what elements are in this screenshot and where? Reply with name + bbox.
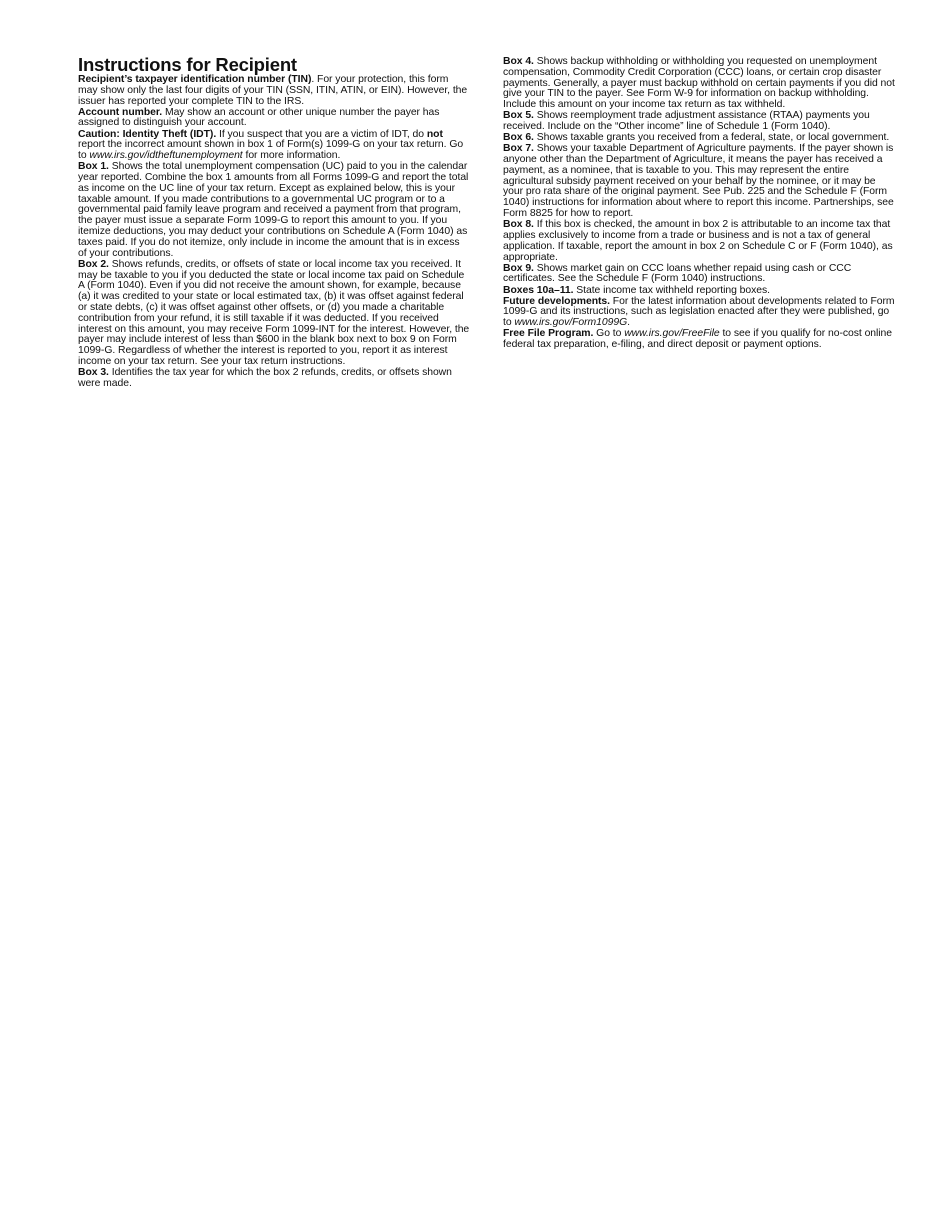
paragraph-box-2 xyxy=(78,260,470,368)
tin-text: . For your protection, this form may show only the last four digits of your TIN (SSN, ITIN, ATIN, or EIN). However, the issuer has reported your complete TIN to the IRS. xyxy=(78,74,468,107)
boxes-10a-11-heading: Boxes 10a–11. xyxy=(503,284,574,296)
paragraph-tin xyxy=(78,75,470,107)
account-number-heading: Account number. xyxy=(78,106,163,118)
box-8-heading: Box 8. xyxy=(503,219,534,231)
future-developments-heading: Future developments. xyxy=(503,295,610,307)
paragraph-account-number xyxy=(78,108,470,130)
box-9-text: Shows market gain on CCC loans whether repaid using cash or CCC certificates. See the Schedule F (Form 1040) instructions. xyxy=(503,262,852,285)
paragraph-caution-idt xyxy=(78,130,470,162)
paragraph-box-8 xyxy=(503,220,895,263)
paragraph-future-developments xyxy=(503,297,895,329)
future-developments-link-text: www.irs.gov/Form1099G xyxy=(514,317,628,329)
box-7-heading: Box 7. xyxy=(503,143,534,155)
caution-idt-heading: Caution: Identity Theft (IDT). xyxy=(78,128,217,140)
right-column xyxy=(503,57,895,351)
page-title: Instructions for Recipient xyxy=(78,54,297,75)
caution-idt-text: for more information. xyxy=(242,150,341,162)
box-2-heading: Box 2. xyxy=(78,258,109,270)
account-number-text: May show an account or other unique number the payer has assigned to distinguish your account. xyxy=(78,106,440,129)
future-developments-text: . xyxy=(627,317,630,329)
box-4-heading: Box 4. xyxy=(503,56,534,67)
box-1-heading: Box 1. xyxy=(78,161,109,173)
box-4-text: Shows backup withholding or withholding you requested on unemployment compensation, Commodity Credit Corporation (CCC) loans, or certain crop disaster payments. Generally, a payer must backup withhold on certain payments if you did not give your TIN to the payer. See Form W-9 for information on backup withholding. Include this amount on your income tax return as tax withheld. xyxy=(503,56,895,111)
caution-idt-text: If you suspect that you are a victim of IDT, do xyxy=(216,128,427,140)
box-5-heading: Box 5. xyxy=(503,110,534,122)
box-8-text: If this box is checked, the amount in box 2 is attributable to an income tax that applies exclusively to income from a trade or business and is not a tax of general application. If taxable, report the amount in box 2 on Schedule C or F (Form 1040), as appropriate. xyxy=(503,219,893,263)
paragraph-box-7 xyxy=(503,144,895,220)
box-6-heading: Box 6. xyxy=(503,132,534,144)
free-file-program-link-text: www.irs.gov/FreeFile xyxy=(624,328,720,340)
box-2-text: Shows refunds, credits, or offsets of state or local income tax you received. It may be taxable to you if you deducted the state or local income tax paid on Schedule A (Form 1040). Even if you did not receive the amount shown, for example, because (a) it was credited to your state or local estimated tax, (b) it was offset against federal or state debts, (c) it was offset against other offsets, or (d) you made a charitable contribution from your refund, it is still taxable if it was deducted. If you received interest on this amount, you may receive Form 1099-INT for the interest. However, the payer may include interest of less than $600 in the blank box next to box 9 on Form 1099-G. Regardless of whether the interest is reported to you, report it as interest income on your tax return. See your tax return instructions. xyxy=(78,258,470,367)
caution-idt-link-text: www.irs.gov/idtheftunemployment xyxy=(89,150,243,162)
tin-heading: Recipient’s taxpayer identification number (TIN) xyxy=(78,74,312,85)
left-column xyxy=(78,55,470,390)
free-file-program-heading: Free File Program. xyxy=(503,328,594,340)
boxes-10a-11-text: State income tax withheld reporting boxes. xyxy=(573,284,770,296)
future-developments-text: For the latest information about developments related to Form 1099-G and its instructions, such as legislation enacted after they were published, go to xyxy=(503,295,895,329)
paragraph-box-4 xyxy=(503,57,895,111)
box-5-text: Shows reemployment trade adjustment assistance (RTAA) payments you received. Include on the “Other income” line of Schedule 1 (Form 1040). xyxy=(503,110,870,133)
box-1-text: Shows the total unemployment compensation (UC) paid to you in the calendar year reported. Combine the box 1 amounts from all Forms 1099-G and report the total as income on the UC line of your tax return. Except as explained below, this is your taxable amount. If you made contributions to a governmental UC program or to a governmental paid family leave program and received a payment from that program, the payer must issue a separate Form 1099-G to report this amount to you. If you itemize deductions, you may deduct your contributions on Schedule A (Form 1040) as taxes paid. If you do not itemize, only include in income the amount that is in excess of your contributions. xyxy=(78,161,469,259)
free-file-program-text: Go to xyxy=(593,328,625,340)
free-file-program-text: to see if you qualify for no-cost online federal tax preparation, e-filing, and direct deposit or payment options. xyxy=(503,328,893,351)
box-3-text: Identifies the tax year for which the box 2 refunds, credits, or offsets shown were made. xyxy=(78,367,452,389)
caution-idt-text: report the incorrect amount shown in box 1 of Form(s) 1099-G on your tax return. Go to xyxy=(78,139,464,162)
box-6-text: Shows taxable grants you received from a federal, state, or local government. xyxy=(533,132,890,144)
paragraph-free-file-program xyxy=(503,329,895,351)
paragraph-box-5 xyxy=(503,111,895,133)
caution-idt-heading: not xyxy=(426,128,443,140)
box-9-heading: Box 9. xyxy=(503,262,534,274)
box-7-text: Shows your taxable Department of Agriculture payments. If the payer shown is anyone other than the Department of Agriculture, it means the payer has received a payment, as a nominee, that is taxable to you. This may represent the entire agricultural subsidy payment received on your behalf by the nominee, or it may be your pro rata share of the original payment. See Pub. 225 and the Schedule F (Form 1040) instructions for information about where to report this income. Partnerships, see Form 8825 for how to report. xyxy=(503,143,894,220)
paragraph-box-3 xyxy=(78,368,470,390)
paragraph-box-1 xyxy=(78,162,470,259)
paragraph-box-9 xyxy=(503,264,895,286)
box-3-heading: Box 3. xyxy=(78,367,109,378)
